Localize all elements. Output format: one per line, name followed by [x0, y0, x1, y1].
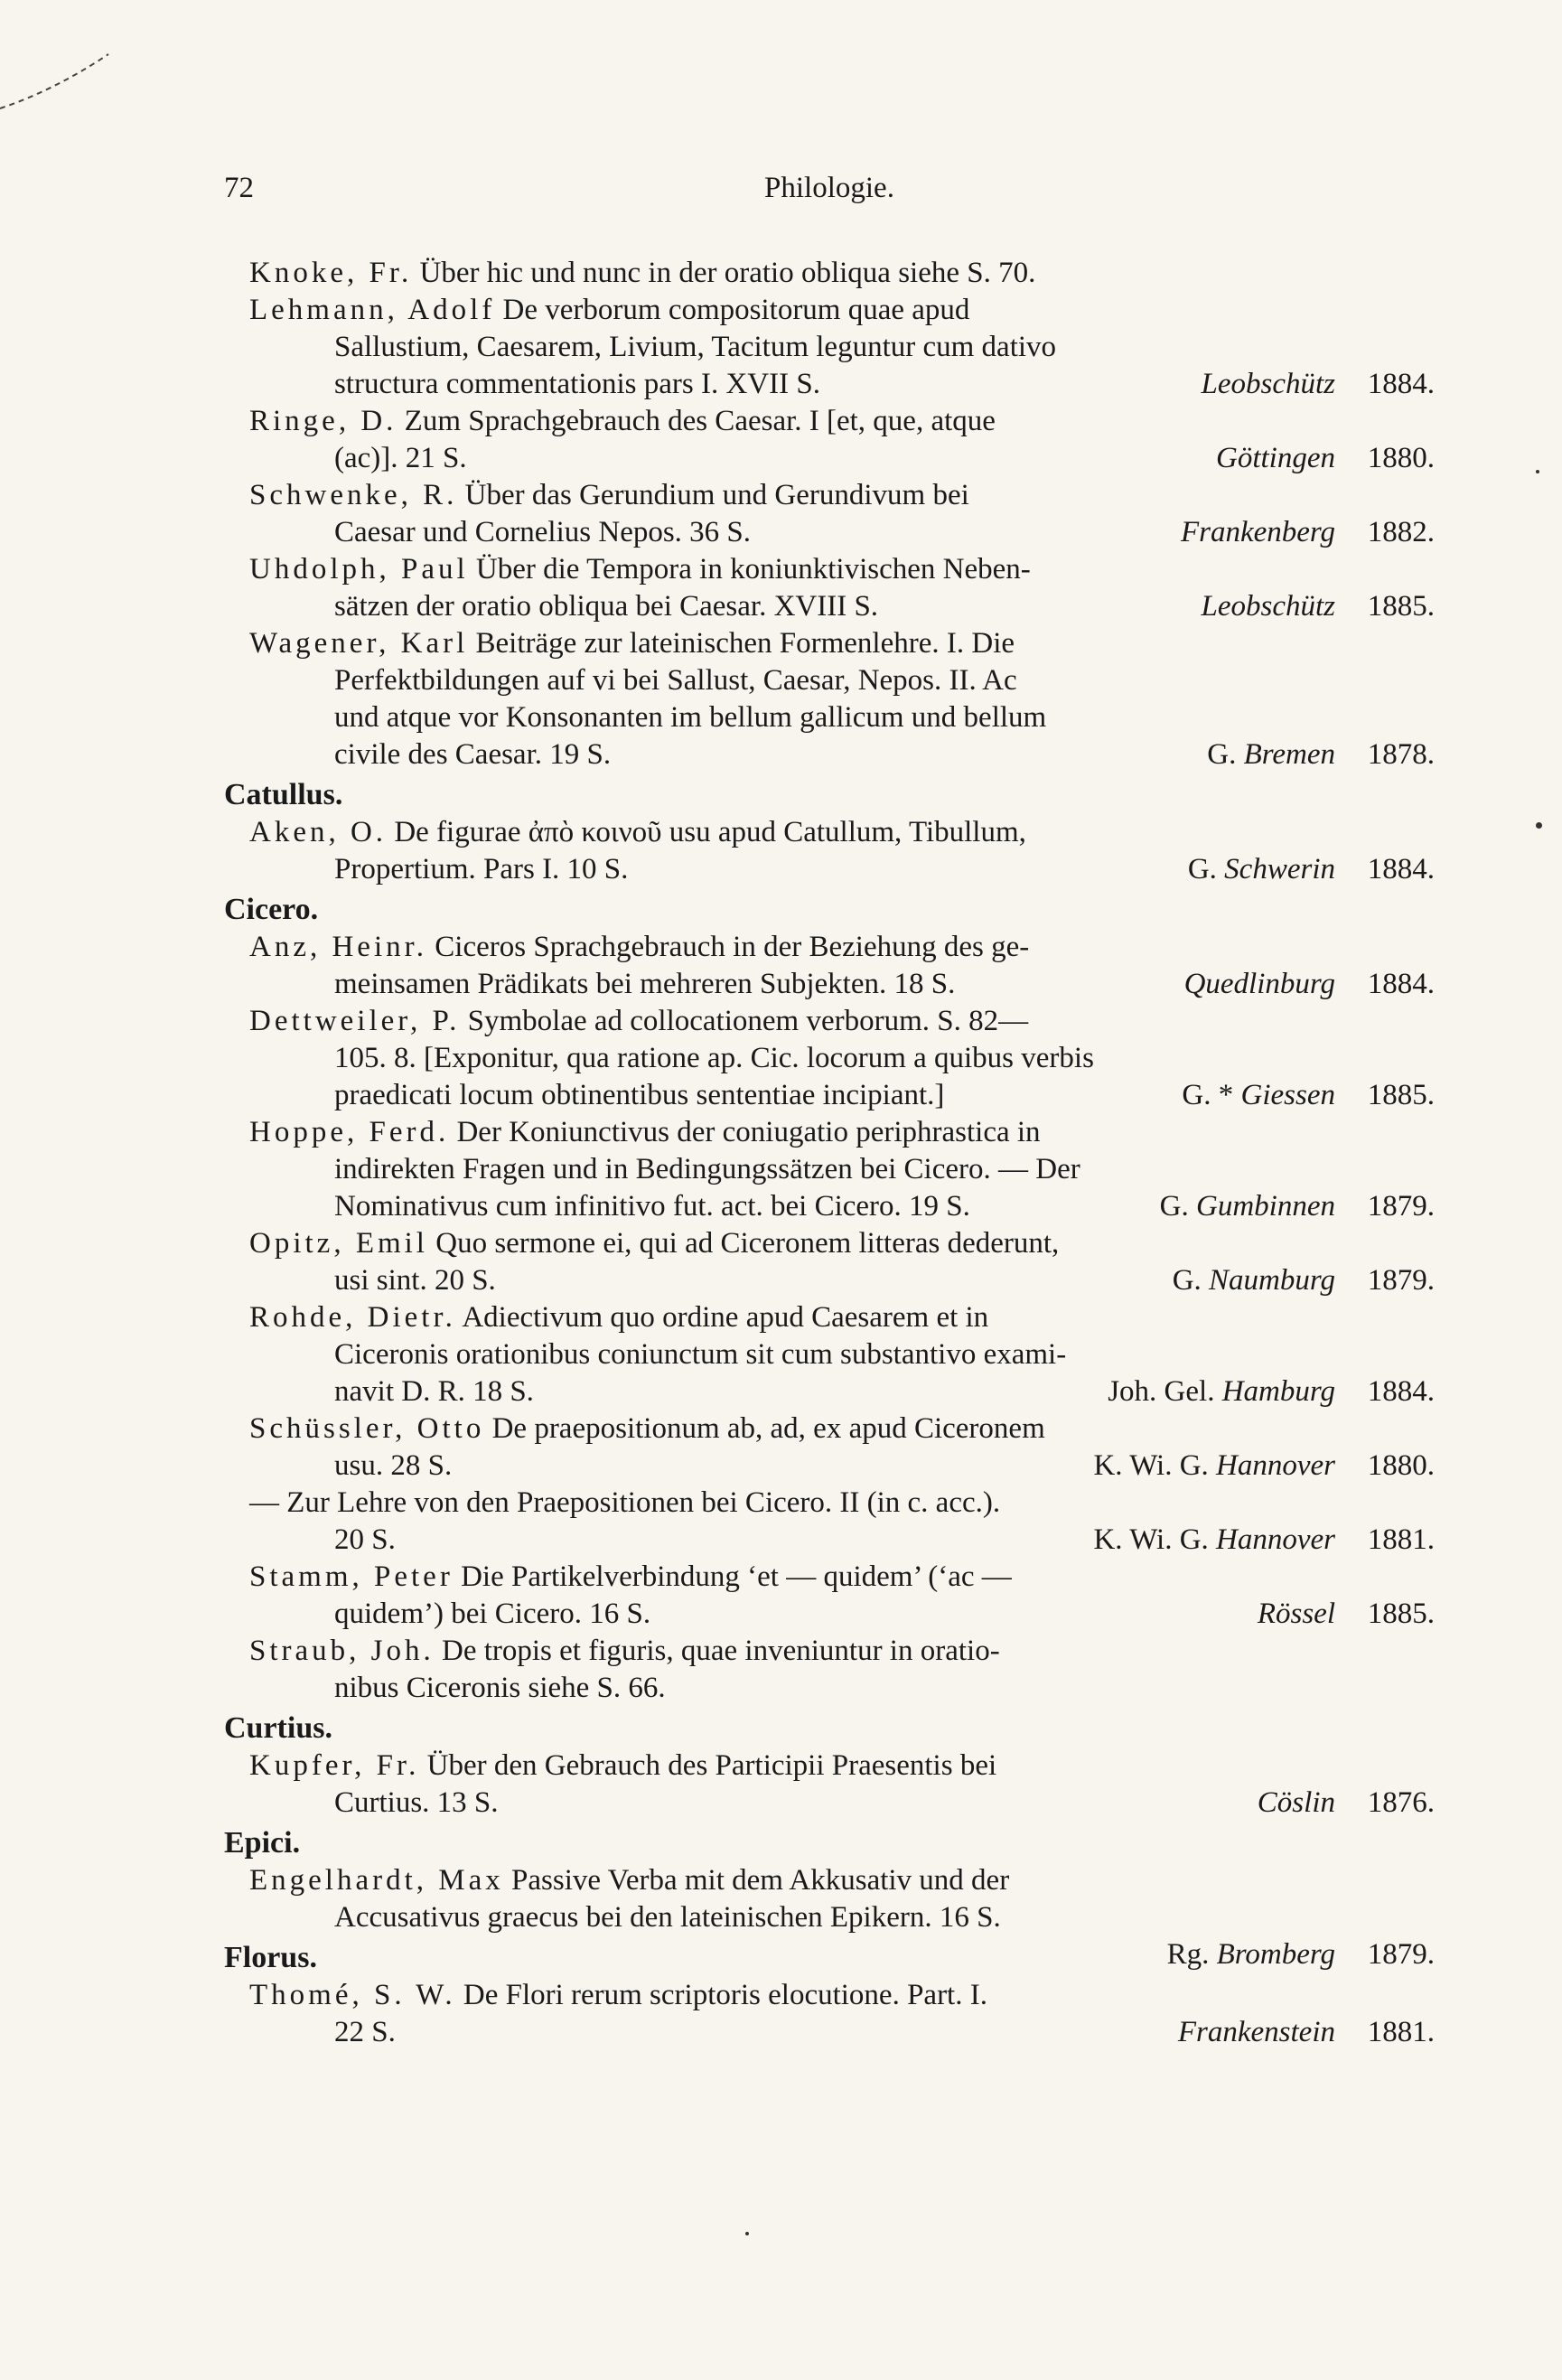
entry-text: structura commentationis pars I. XVII S. [334, 368, 820, 400]
entry-text: Passive Verba mit dem Akkusativ und der [511, 1864, 1010, 1897]
entry-text: Symbolae ad collocationem verborum. S. 82— [467, 1005, 1029, 1037]
entry-text: Ciceros Sprachgebrauch in der Beziehung des ge- [435, 931, 1030, 963]
entry-line [224, 1151, 1435, 1188]
place-name: Schwerin [1224, 853, 1335, 885]
entry-text: Sallustium, Caesarem, Livium, Tacitum leguntur cum dativo [334, 331, 1057, 363]
author-name: Dettweiler, P. [249, 1005, 461, 1037]
place-name: Frankenstein [1177, 2016, 1335, 2048]
author-name: Schüssler, Otto [249, 1412, 485, 1445]
entry-line [224, 329, 1435, 366]
entry-text: usi sint. 20 S. [334, 1264, 496, 1297]
entry-text: civile des Caesar. 19 S. [334, 738, 612, 771]
page-title: Philologie. [764, 172, 894, 204]
entry-text: 105. 8. [Exponitur, qua ratione ap. Cic. locorum a quibus verbis [334, 1042, 1094, 1074]
entry-line [224, 255, 1435, 292]
bibliography-entry [224, 1299, 1435, 1410]
imprint [1160, 1188, 1435, 1225]
school-abbrev: G. * [1182, 1079, 1234, 1111]
author-name: Anz, Heinr. [249, 931, 428, 963]
place-name: Rössel [1257, 1598, 1335, 1630]
year: 1885. [1367, 1598, 1435, 1630]
entry-text: Über das Gerundium und Gerundivum bei [464, 479, 969, 511]
entry-line [224, 1748, 1435, 1785]
entry-text: Über den Gebrauch des Participii Praesentis bei [426, 1749, 997, 1782]
imprint [1258, 1785, 1435, 1822]
place-name: Quedlinburg [1183, 968, 1335, 1000]
year: 1885. [1367, 1079, 1435, 1111]
entry-line [224, 625, 1435, 662]
place-name: Gumbinnen [1196, 1190, 1335, 1223]
author-name: Kupfer, Fr. [249, 1749, 420, 1782]
imprint [1216, 440, 1435, 477]
section-heading: Epici. [224, 1826, 301, 1860]
school-abbrev: Rg. [1166, 1938, 1210, 1971]
entry-text: Ciceronis orationibus coniunctum sit cum substantivo exami- [334, 1338, 1067, 1371]
entry-line [224, 1299, 1435, 1336]
place-name: Hannover [1216, 1449, 1335, 1482]
bibliography-entry [224, 625, 1435, 773]
imprint [1188, 851, 1435, 888]
entry-line [224, 699, 1435, 736]
place-name: Hamburg [1221, 1375, 1335, 1408]
entry-text: praedicati locum obtinentibus sententiae incipiant.] [334, 1079, 945, 1111]
entry-line [224, 1188, 1435, 1225]
entry-line [224, 588, 1435, 625]
running-head [224, 172, 1435, 219]
entry-text: und atque vor Konsonanten im bellum gallicum und bellum [334, 701, 1047, 734]
entry-text: quidem’) bei Cicero. 16 S. [334, 1598, 651, 1630]
entry-line [224, 1596, 1435, 1633]
entry-line [224, 477, 1435, 514]
entry-line [224, 1410, 1435, 1448]
year: 1882. [1367, 516, 1435, 548]
imprint [1173, 1262, 1435, 1299]
author-name: Rohde, Dietr. [249, 1301, 456, 1334]
entry-line [224, 1077, 1435, 1114]
school-abbrev: G. [1159, 1190, 1189, 1223]
author-name: Engelhardt, Max [249, 1864, 504, 1897]
imprint [1184, 966, 1435, 1003]
place-name: Leobschütz [1201, 590, 1335, 623]
bibliography-entry [224, 1114, 1435, 1225]
entry-text: De tropis et figuris, quae inveniuntur in oratio- [442, 1635, 1000, 1667]
bibliography-entry [224, 1225, 1435, 1299]
entry-text: indirekten Fragen und in Bedingungssätzen bei Cicero. — Der [334, 1153, 1080, 1185]
imprint [1178, 2014, 1435, 2051]
year: 1879. [1367, 1264, 1435, 1297]
entry-text: De verborum compositorum quae apud [502, 294, 970, 326]
author-name: Ringe, D. [249, 405, 398, 437]
author-name: Wagener, Karl [249, 627, 469, 660]
entry-line [224, 1899, 1435, 1936]
entry-line [224, 2014, 1435, 2051]
entry-line [224, 1633, 1435, 1670]
continuation-entry [224, 1485, 1435, 1559]
entry-line [224, 403, 1435, 440]
entry-line [224, 551, 1435, 588]
section-heading: Florus. [224, 1941, 317, 1974]
entry-text: Propertium. Pars I. 10 S. [334, 853, 629, 885]
entry-text: — Zur Lehre von den Praepositionen bei Cicero. II (in c. acc.). [249, 1486, 1001, 1519]
place-name: Leobschütz [1201, 368, 1335, 400]
imprint [1202, 366, 1436, 403]
author-name: Straub, Joh. [249, 1635, 435, 1667]
place-name: Göttingen [1216, 442, 1335, 474]
year: 1880. [1367, 442, 1435, 474]
bibliography-entry [224, 929, 1435, 1003]
place-name: Frankenberg [1180, 516, 1335, 548]
year: 1876. [1367, 1786, 1435, 1819]
entry-text: Accusativus graecus bei den lateinischen Epikern. 16 S. [334, 1901, 1001, 1934]
entry-line [224, 1670, 1435, 1707]
author-name: Knoke, Fr. [249, 257, 413, 289]
imprint [1202, 588, 1436, 625]
entry-text: Über hic und nunc in der oratio obliqua siehe S. 70. [419, 257, 1036, 289]
pencil-mark [0, 36, 126, 136]
entry-text: Adiectivum quo ordine apud Caesarem et in [462, 1301, 989, 1334]
print-speck [745, 2232, 749, 2235]
year: 1879. [1367, 1190, 1435, 1223]
bibliography-entry [224, 1633, 1435, 1707]
bibliography-entry [224, 1003, 1435, 1114]
entry-line [224, 851, 1435, 888]
entry-line [224, 1485, 1435, 1522]
entry-line [224, 929, 1435, 966]
school-abbrev: K. Wi. G. [1093, 1449, 1209, 1482]
entry-line [224, 736, 1435, 773]
author-name: Schwenke, R. [249, 479, 458, 511]
imprint [1181, 514, 1435, 551]
author-name: Uhdolph, Paul [249, 553, 469, 586]
entry-line [224, 1373, 1435, 1410]
entry-text: Der Koniunctivus der coniugatio periphrastica in [456, 1116, 1041, 1148]
entry-line [224, 1336, 1435, 1373]
entry-text: Über die Tempora in koniunktivischen Neben- [475, 553, 1031, 586]
year: 1881. [1367, 1523, 1435, 1556]
bibliography-entry [224, 1748, 1435, 1822]
entry-line [224, 814, 1435, 851]
bibliography-entry [224, 1977, 1435, 2051]
imprint [1093, 1448, 1435, 1485]
entry-text: Quo sermone ei, qui ad Ciceronem litteras dederunt, [435, 1227, 1060, 1260]
place-name: Cöslin [1257, 1786, 1335, 1819]
bibliography-entry [224, 255, 1435, 292]
school-abbrev: Joh. Gel. [1108, 1375, 1215, 1408]
school-abbrev: G. [1172, 1264, 1202, 1297]
place-name: Hannover [1216, 1523, 1335, 1556]
entry-text: usu. 28 S. [334, 1449, 453, 1482]
print-speck [1536, 822, 1542, 829]
entry-text: Beiträge zur lateinischen Formenlehre. I. Die [475, 627, 1015, 660]
entry-text: Perfektbildungen auf vi bei Sallust, Caesar, Nepos. II. Ac [334, 664, 1017, 697]
year: 1878. [1367, 738, 1435, 771]
section-heading: Curtius. [224, 1711, 332, 1745]
entry-line [224, 1559, 1435, 1596]
bibliography-entry [224, 551, 1435, 625]
bibliography-entry [224, 1410, 1435, 1485]
place-name: Bremen [1243, 738, 1335, 771]
year: 1881. [1367, 2016, 1435, 2048]
entry-text: Curtius. 13 S. [334, 1786, 499, 1819]
year: 1879. [1367, 1938, 1435, 1971]
print-speck [1536, 470, 1539, 473]
author-name: Hoppe, Ferd. [249, 1116, 450, 1148]
bibliography-entry [224, 814, 1435, 888]
section-heading: Catullus. [224, 778, 343, 811]
entry-text: De figurae ἀπὸ κοινοῦ usu apud Catullum, Tibullum, [394, 816, 1026, 848]
bibliography-entry [224, 477, 1435, 551]
bibliography-list [224, 255, 1435, 2051]
entry-line [224, 1225, 1435, 1262]
author-name: Lehmann, Adolf [249, 294, 496, 326]
year: 1880. [1367, 1449, 1435, 1482]
entry-line [224, 1040, 1435, 1077]
entry-line [224, 440, 1435, 477]
imprint [1258, 1596, 1435, 1633]
author-name: Stamm, Peter [249, 1560, 454, 1593]
imprint [1207, 736, 1435, 773]
bibliography-entry [224, 1559, 1435, 1633]
place-name: Giessen [1240, 1079, 1335, 1111]
entry-text: nibus Ciceronis siehe S. 66. [334, 1672, 666, 1704]
entry-line [224, 1114, 1435, 1151]
bibliography-entry [224, 292, 1435, 403]
imprint [1093, 1522, 1435, 1559]
place-name: Naumburg [1209, 1264, 1335, 1297]
book-page [224, 172, 1435, 2051]
place-name: Bromberg [1216, 1938, 1335, 1971]
entry-text: Die Partikelverbindung ‘et — quidem’ (‘ac — [461, 1560, 1012, 1593]
bibliography-entry [224, 403, 1435, 477]
entry-text: Zum Sprachgebrauch des Caesar. I [et, que, atque [404, 405, 996, 437]
entry-line [224, 966, 1435, 1003]
entry-line [224, 514, 1435, 551]
entry-text: Caesar und Cornelius Nepos. 36 S. [334, 516, 752, 548]
year: 1884. [1367, 853, 1435, 885]
year: 1884. [1367, 968, 1435, 1000]
school-abbrev: G. [1207, 738, 1237, 771]
entry-text: De praepositionum ab, ad, ex apud Ciceronem [491, 1412, 1045, 1445]
year: 1885. [1367, 590, 1435, 623]
imprint [1182, 1077, 1435, 1114]
author-name: Opitz, Emil [249, 1227, 428, 1260]
imprint [1167, 1936, 1435, 1973]
entry-text: De Flori rerum scriptoris elocutione. Part. I. [463, 1979, 987, 2011]
author-name: Thomé, S. W. [249, 1979, 456, 2011]
entry-line [224, 292, 1435, 329]
entry-line [224, 366, 1435, 403]
entry-text: sätzen der oratio obliqua bei Caesar. XVIII S. [334, 590, 879, 623]
page-number: 72 [224, 172, 254, 204]
author-name: Aken, O. [249, 816, 388, 848]
entry-line [224, 1862, 1435, 1899]
entry-line [224, 1785, 1435, 1822]
year: 1884. [1367, 1375, 1435, 1408]
entry-text: Nominativus cum infinitivo fut. act. bei Cicero. 19 S. [334, 1190, 970, 1223]
entry-text: meinsamen Prädikats bei mehreren Subjekten. 18 S. [334, 968, 956, 1000]
section-heading: Cicero. [224, 893, 319, 926]
entry-line [224, 1522, 1435, 1559]
entry-text: 22 S. [334, 2016, 396, 2048]
school-abbrev: G. [1187, 853, 1217, 885]
entry-text: 20 S. [334, 1523, 396, 1556]
entry-text: navit D. R. 18 S. [334, 1375, 534, 1408]
entry-line [224, 1448, 1435, 1485]
entry-line [224, 1003, 1435, 1040]
imprint [1108, 1373, 1435, 1410]
school-abbrev: K. Wi. G. [1093, 1523, 1209, 1556]
entry-line [224, 1262, 1435, 1299]
entry-line [224, 662, 1435, 699]
entry-text: (ac)]. 21 S. [334, 442, 467, 474]
year: 1884. [1367, 368, 1435, 400]
entry-line [224, 1977, 1435, 2014]
